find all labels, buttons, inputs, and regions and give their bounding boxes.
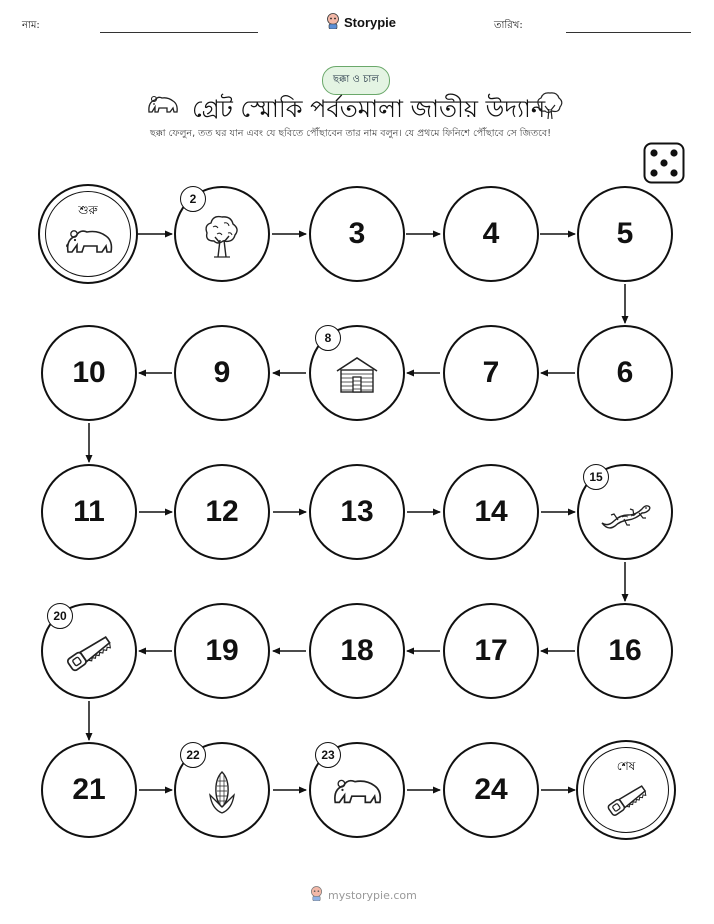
salamander-icon (598, 497, 652, 535)
space-number: 21 (72, 773, 106, 806)
board-space (309, 603, 405, 699)
saw-icon (605, 780, 649, 824)
space-number: 14 (474, 495, 508, 528)
saw-icon (64, 630, 114, 680)
board-space (443, 186, 539, 282)
space-number: 13 (340, 495, 374, 528)
space-number-badge: 22 (180, 742, 206, 768)
board-space (174, 742, 270, 838)
space-number-badge: 23 (315, 742, 341, 768)
space-number: 17 (474, 634, 508, 667)
name-label: নাম: (22, 20, 40, 31)
space-number-badge: 2 (180, 186, 206, 212)
space-number: 19 (205, 634, 239, 667)
board-space (577, 186, 673, 282)
start-space (38, 184, 138, 284)
board-space (577, 464, 673, 560)
space-number: 11 (73, 495, 105, 528)
space-number-badge: 20 (47, 603, 73, 629)
board-space (443, 464, 539, 560)
finish-space (576, 740, 676, 840)
instructions: ছক্কা ফেলুন, তত ঘর যান এবং যে ছবিতে পৌঁছাবেন তার নাম বলুন। যে প্রথমে ফিনিশে পৌঁছাবে সে জিতবে! (150, 128, 552, 139)
storypie-mascot-icon (310, 886, 323, 904)
corn-icon (206, 769, 238, 819)
board-space (41, 603, 137, 699)
board-space (443, 325, 539, 421)
board-space (443, 603, 539, 699)
board-space (174, 603, 270, 699)
space-number: 7 (482, 356, 500, 389)
board-space (41, 325, 137, 421)
board-space (309, 464, 405, 560)
start-label: শুরু (78, 203, 98, 217)
space-number: 16 (608, 634, 642, 667)
board-space (577, 603, 673, 699)
board-space (309, 742, 405, 838)
space-number: 12 (205, 495, 239, 528)
board-space (174, 186, 270, 282)
game-type-badge: ছক্কা ও চাল (322, 66, 390, 95)
space-number: 6 (616, 356, 634, 389)
tree-icon (202, 213, 242, 263)
log-cabin-icon (335, 355, 379, 399)
board-space (174, 464, 270, 560)
space-number: 4 (482, 217, 500, 250)
board-space (577, 325, 673, 421)
date-label: তারিখ: (494, 20, 523, 31)
space-number-badge: 15 (583, 464, 609, 490)
footer (310, 886, 417, 904)
space-number: 18 (340, 634, 374, 667)
brand-name: Storypie (344, 15, 397, 30)
space-number: 10 (72, 356, 106, 389)
space-number-badge: 8 (315, 325, 341, 351)
finish-label: শেষ (616, 759, 636, 773)
board-space (309, 325, 405, 421)
board-space (174, 325, 270, 421)
space-number: 24 (474, 773, 508, 806)
footer-url[interactable]: mystorypie.com (328, 888, 417, 902)
space-number: 5 (616, 217, 634, 250)
bear-icon (62, 224, 116, 264)
space-number: 3 (348, 217, 366, 250)
board-space (443, 742, 539, 838)
board-space (309, 186, 405, 282)
page-title: গ্রেট স্মোকি পর্বতমালা জাতীয় উদ্যান (192, 95, 546, 123)
space-number: 9 (213, 356, 231, 389)
board-space (41, 464, 137, 560)
board-space (41, 742, 137, 838)
bear-icon (329, 773, 385, 815)
